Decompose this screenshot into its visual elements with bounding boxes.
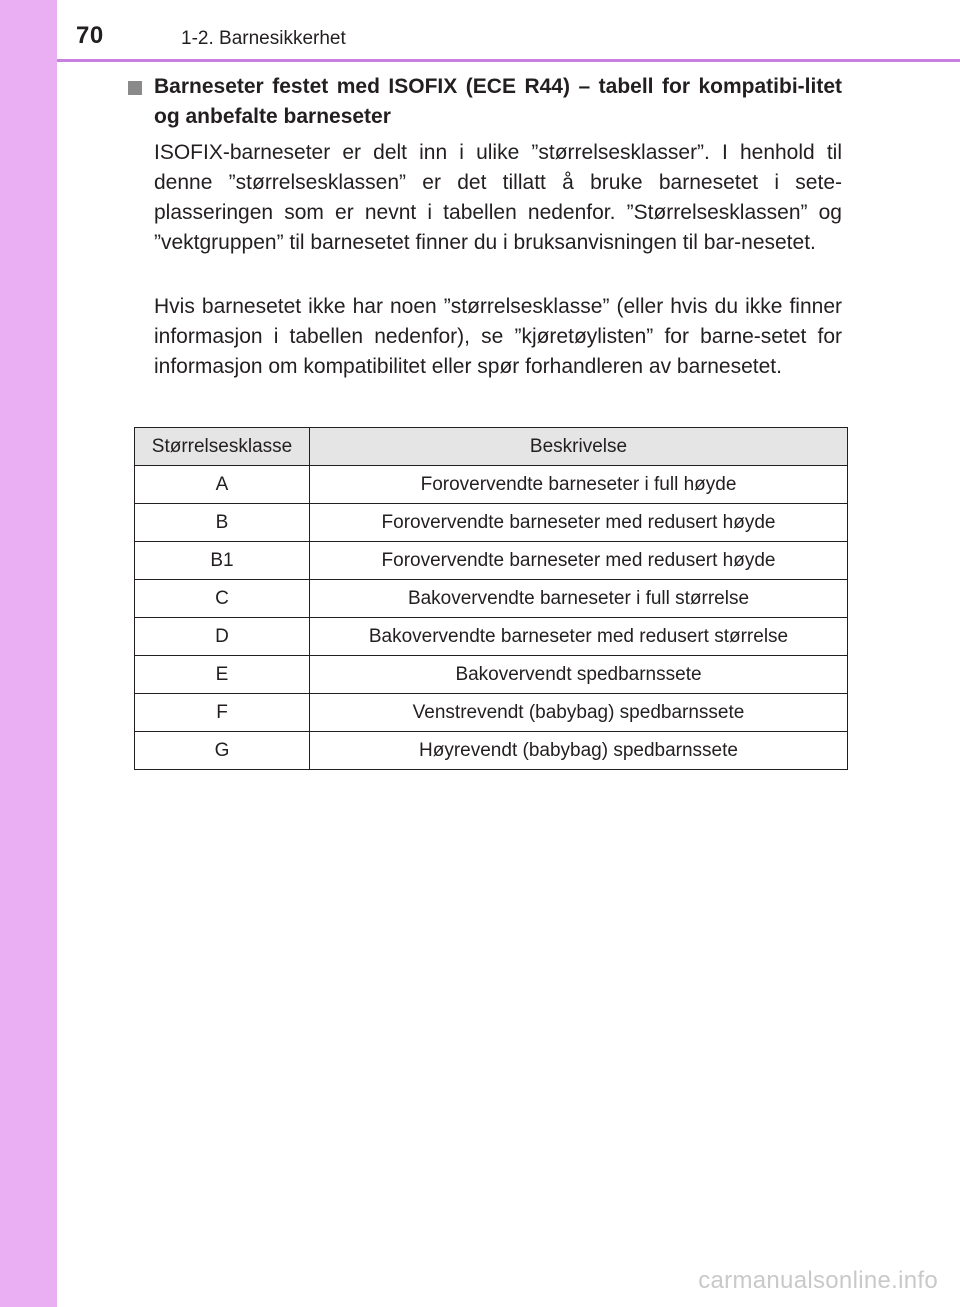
description-cell: Bakovervendte barneseter i full størrelse	[310, 580, 848, 618]
table-row	[135, 694, 848, 732]
size-class-cell: B1	[135, 542, 310, 580]
table-row	[135, 732, 848, 770]
table-row	[135, 542, 848, 580]
size-class-cell: A	[135, 466, 310, 504]
column-header-size-class: Størrelsesklasse	[135, 428, 310, 466]
page-number: 70	[76, 22, 104, 49]
table-row	[135, 618, 848, 656]
table-row	[135, 580, 848, 618]
size-class-cell: F	[135, 694, 310, 732]
description-cell: Venstrevendt (babybag) spedbarnssete	[310, 694, 848, 732]
column-header-description: Beskrivelse	[310, 428, 848, 466]
table-header-row	[135, 428, 848, 466]
watermark: carmanualsonline.info	[698, 1267, 938, 1294]
header-divider	[57, 59, 960, 62]
square-bullet-icon	[128, 81, 142, 95]
section-heading	[128, 72, 842, 132]
table-row	[135, 656, 848, 694]
section-heading-text: Barneseter festet med ISOFIX (ECE R44) – tabell for kompatibi-litet og anbefalte barneseter	[154, 75, 842, 128]
table-row	[135, 504, 848, 542]
size-class-cell: D	[135, 618, 310, 656]
paragraph-size-classes: ISOFIX-barneseter er delt inn i ulike ”størrelsesklasser”. I henhold til denne ”størrelsesklassen” er det tillatt å bruke barnesetet i sete-plasseringen som er nevnt i tabellen nedenfor. ”Størrelsesklassen” og ”vektgruppen” til barnesetet finner du i bruksanvisningen til bar-nesetet.	[154, 141, 842, 254]
section-title: 1-2. Barnesikkerhet	[181, 28, 346, 49]
description-cell: Høyrevendt (babybag) spedbarnssete	[310, 732, 848, 770]
description-cell: Bakovervendte barneseter med redusert størrelse	[310, 618, 848, 656]
description-cell: Forovervendte barneseter i full høyde	[310, 466, 848, 504]
size-class-cell: G	[135, 732, 310, 770]
side-color-band	[0, 0, 57, 1307]
size-class-cell: C	[135, 580, 310, 618]
table-row	[135, 466, 848, 504]
size-class-cell: B	[135, 504, 310, 542]
description-cell: Forovervendte barneseter med redusert høyde	[310, 504, 848, 542]
description-cell: Forovervendte barneseter med redusert høyde	[310, 542, 848, 580]
paragraph-vehicle-list: Hvis barnesetet ikke har noen ”størrelsesklasse” (eller hvis du ikke finner informasjon i tabellen nedenfor), se ”kjøretøylisten” for barne-setet for informasjon om kompatibilitet eller spør forhandleren av barnesetet.	[154, 295, 842, 378]
size-class-cell: E	[135, 656, 310, 694]
size-class-table	[134, 427, 848, 770]
description-cell: Bakovervendt spedbarnssete	[310, 656, 848, 694]
